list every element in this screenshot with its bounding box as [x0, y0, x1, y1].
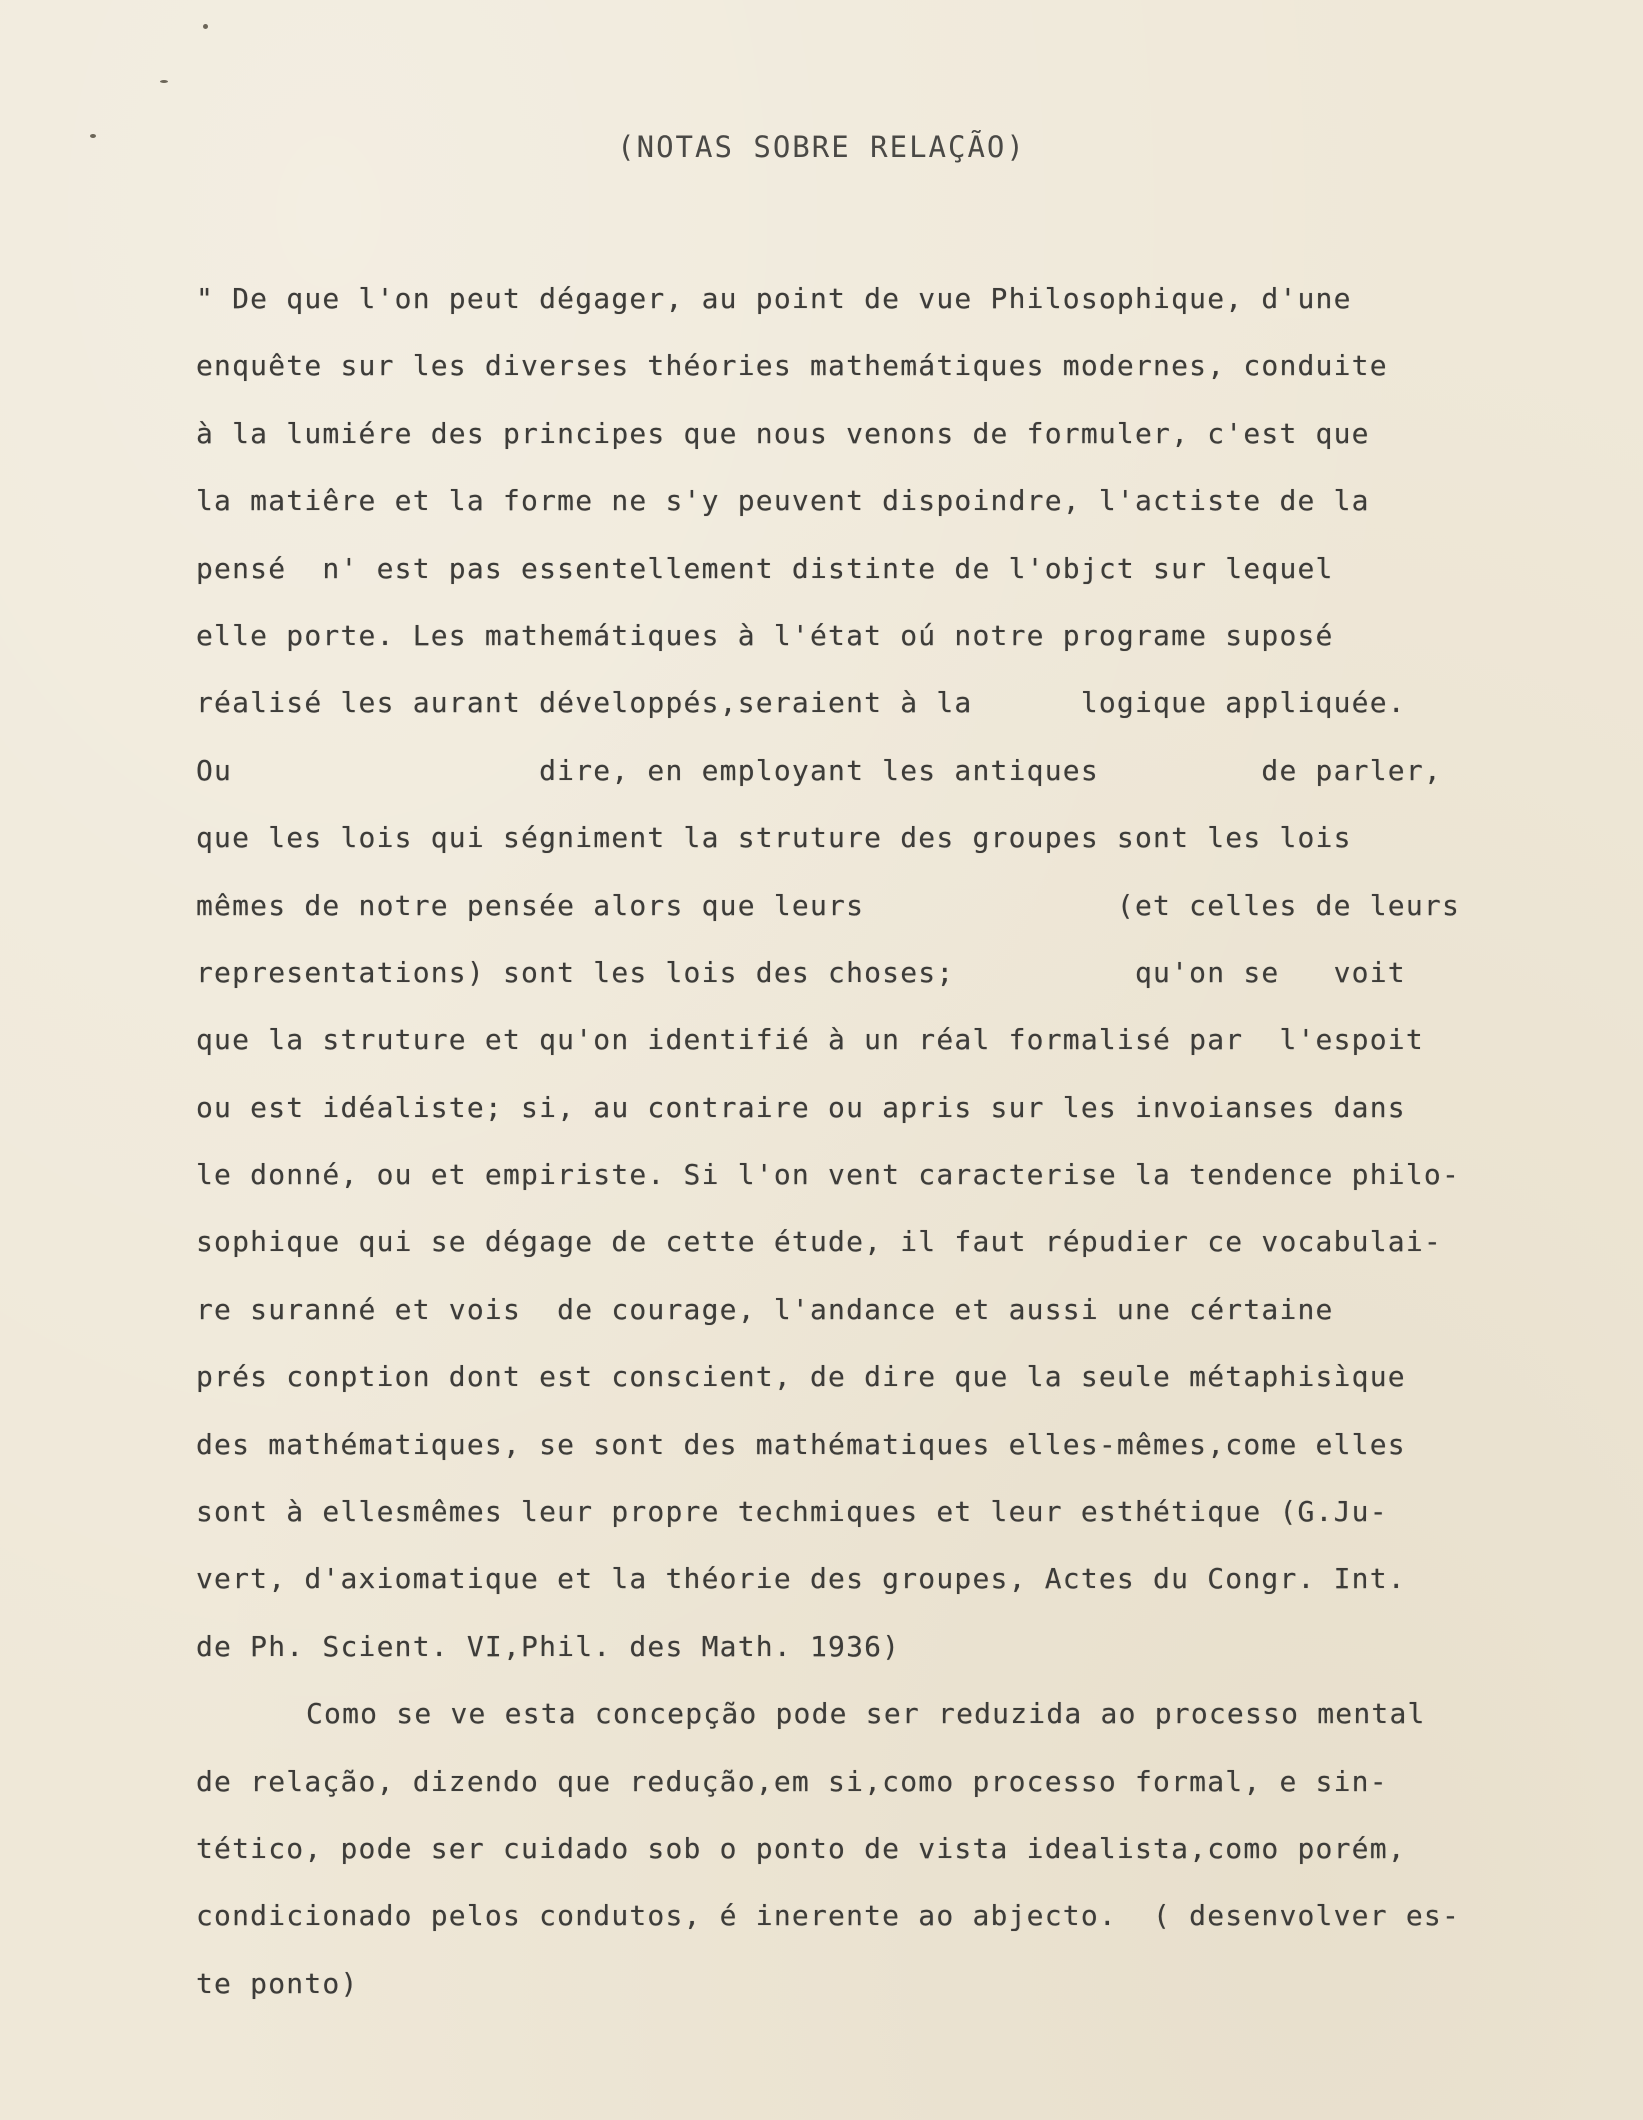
text-line: condicionado pelos condutos, é inerente ao abjecto. ( desenvolver es-	[196, 1899, 1461, 1933]
text-line: te ponto)	[196, 1966, 359, 2000]
text-line: prés conption dont est conscient, de dire que la seule métaphisìque	[196, 1360, 1406, 1394]
text-line: elle porte. Les mathemátiques à l'état oú notre programe suposé	[196, 618, 1334, 652]
text-line: pensé n' est pas essentellement distinte de l'objct sur lequel	[196, 551, 1334, 585]
text-line: de relação, dizendo que redução,em si,como processo formal, e sin-	[196, 1764, 1388, 1798]
text-line: sophique qui se dégage de cette étude, il faut répudier ce vocabulai-	[196, 1225, 1442, 1259]
text-line: vert, d'axiomatique et la théorie des groupes, Actes du Congr. Int.	[196, 1562, 1406, 1596]
text-line: " De que l'on peut dégager, au point de vue Philosophique, d'une	[196, 282, 1352, 315]
text-line: réalisé les aurant développés,seraient à la logique appliquée.	[196, 686, 1406, 720]
paper-speck	[160, 80, 168, 83]
paper-speck	[203, 24, 208, 29]
text-line: representations) sont les lois des choses; qu'on se voit	[196, 955, 1406, 989]
text-line: ou est idéaliste; si, au contraire ou apris sur les invoianses dans	[196, 1090, 1406, 1124]
page-title: (NOTAS SOBRE RELAÇÃO)	[617, 130, 1026, 164]
typed-text-body	[196, 265, 1596, 2017]
text-line: à la lumiére des principes que nous venons de formuler, c'est que	[196, 416, 1370, 450]
text-line: le donné, ou et empiriste. Si l'on vent caracterise la tendence philo-	[196, 1158, 1461, 1192]
text-line: tético, pode ser cuidado sob o ponto de vista idealista,como porém,	[196, 1831, 1406, 1865]
paragraph-start-line: Como se ve esta concepção pode ser reduzida ao processo mental	[306, 1697, 1426, 1731]
text-line: enquête sur les diverses théories mathemátiques modernes, conduite	[196, 349, 1388, 383]
text-line: Ou dire, en employant les antiques de parler,	[196, 753, 1442, 787]
text-line: la matiêre et la forme ne s'y peuvent dispoindre, l'actiste de la	[196, 484, 1370, 518]
text-line: re suranné et vois de courage, l'andance et aussi une cértaine	[196, 1292, 1334, 1326]
text-line: mêmes de notre pensée alors que leurs (et celles de leurs	[196, 888, 1461, 922]
text-line: sont à ellesmêmes leur propre techmiques et leur esthétique (G.Ju-	[196, 1495, 1388, 1529]
text-line: de Ph. Scient. VI,Phil. des Math. 1936)	[196, 1629, 901, 1663]
text-line: que les lois qui ségniment la struture des groupes sont les lois	[196, 821, 1352, 855]
text-line: que la struture et qu'on identifié à un réal formalisé par l'espoit	[196, 1023, 1424, 1057]
text-line: des mathématiques, se sont des mathématiques elles-mêmes,come elles	[196, 1427, 1406, 1461]
